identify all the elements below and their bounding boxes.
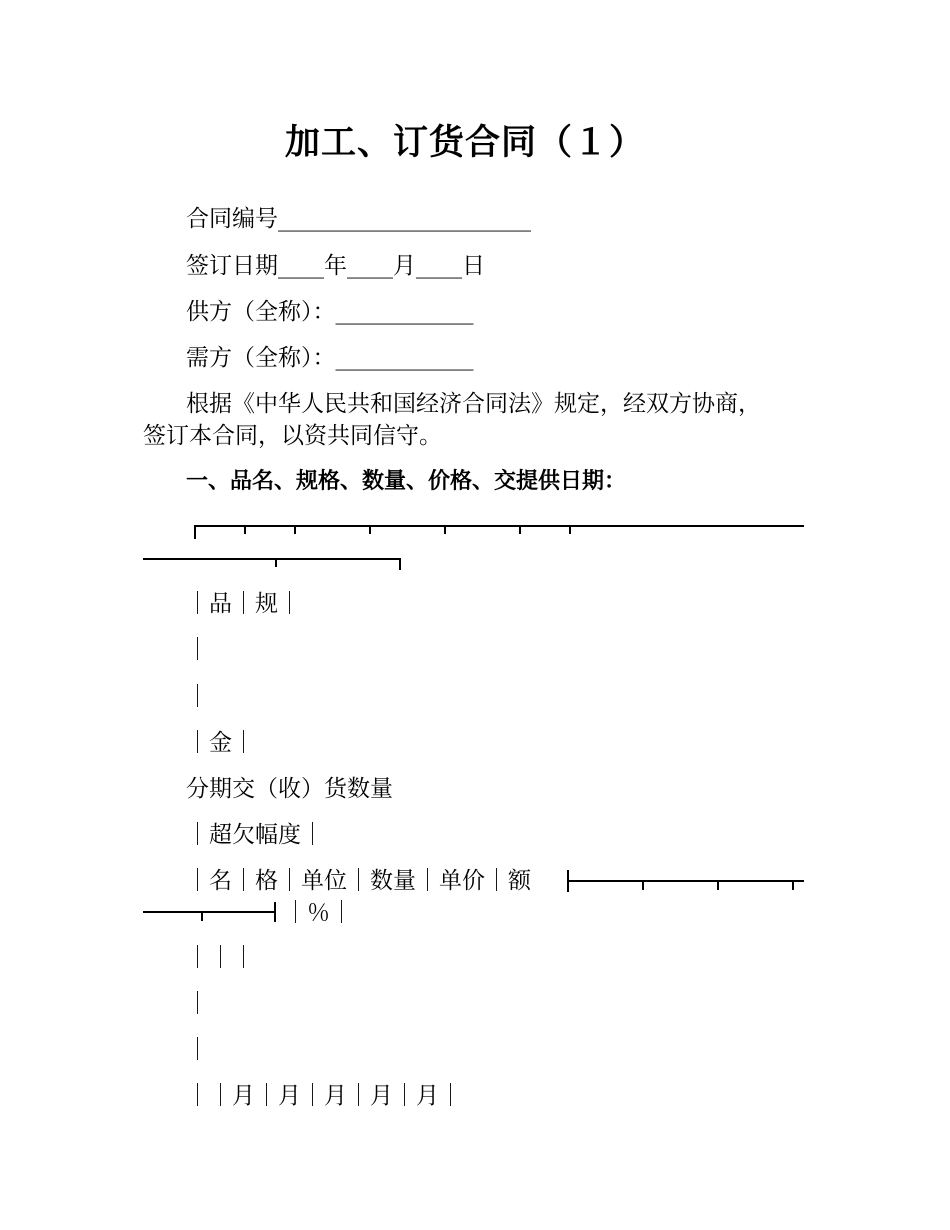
table-row-11: ｜｜月｜月｜月｜月｜月｜ (186, 1083, 462, 1109)
table-row-5: 分期交（收）货数量 (186, 776, 393, 802)
table-row-2: ｜ (186, 637, 209, 663)
table-row-10: ｜ (186, 1037, 209, 1063)
section-1-heading: 一、品名、规格、数量、价格、交提供日期： (186, 469, 627, 494)
document-title: 加工、订货合同（１） (284, 123, 645, 163)
buyer-line: 需方（全称）：____________ (186, 345, 474, 371)
preamble-line-1: 根据《中华人民共和国经济合同法》规定，经双方协商， (186, 391, 761, 417)
table-row-8: ｜｜｜ (186, 945, 255, 971)
table-row-1: ｜品｜规｜ (186, 591, 301, 617)
table-row-9: ｜ (186, 991, 209, 1017)
table-row-7-tail: ｜％｜ (284, 900, 353, 926)
preamble-line-2: 签订本合同，以资共同信守。 (143, 423, 442, 449)
table-row-3: ｜ (186, 684, 209, 710)
contract-number-line: 合同编号______________________ (186, 206, 531, 232)
table-row-6: ｜超欠幅度｜ (186, 822, 324, 848)
sign-date-line: 签订日期____年____月____日 (186, 253, 485, 279)
table-row-7: ｜名｜格｜单位｜数量｜单价｜额 (186, 868, 531, 894)
table-row-4: ｜金｜ (186, 730, 255, 756)
supplier-line: 供方（全称）：____________ (186, 299, 474, 325)
